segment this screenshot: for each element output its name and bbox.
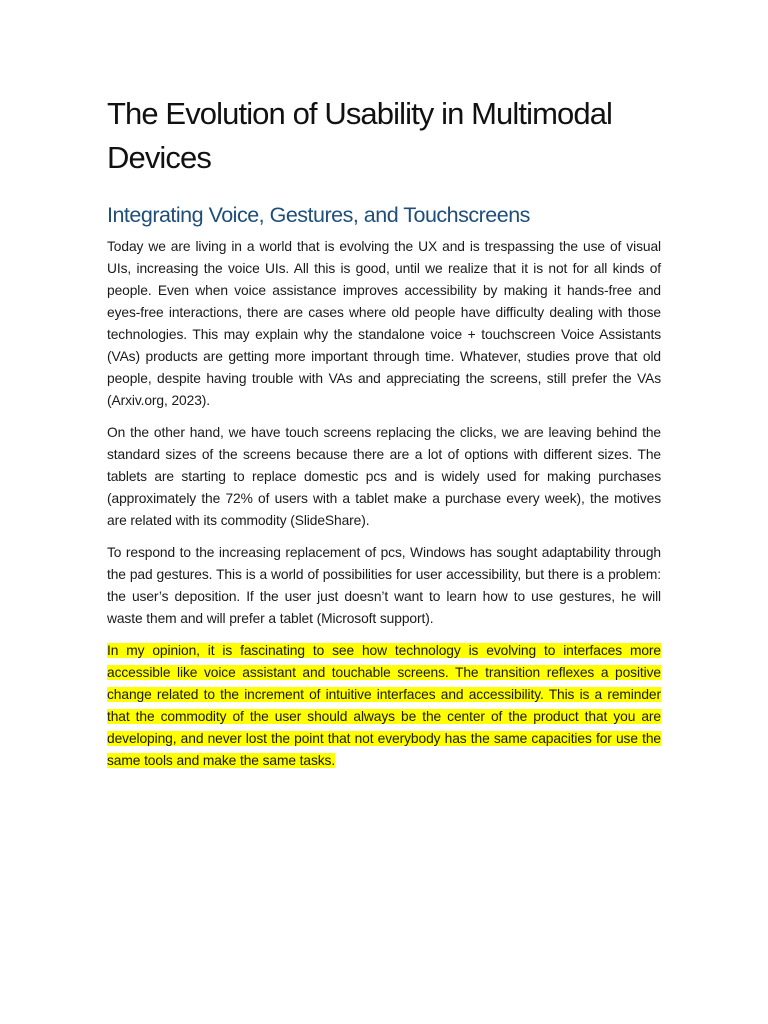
paragraph-pad-gestures: To respond to the increasing replacement of pcs, Windows has sought adaptability through the pad gestures. This is a world of possibilities for user accessibility, but there is a problem: the user’s deposition. If the user just doesn’t want to learn how to use gestures, he will waste them and will prefer a tablet (Microsoft support). — [107, 545, 661, 626]
section-heading: Integrating Voice, Gestures, and Touchscreens — [107, 203, 530, 227]
document-body — [107, 92, 661, 782]
highlighted-opinion-paragraph — [107, 640, 661, 772]
document-title: The Evolution of Usability in Multimodal Devices — [107, 96, 613, 175]
paragraph-voice-uis: Today we are living in a world that is evolving the UX and is trespassing the use of visual UIs, increasing the voice UIs. All this is good, until we realize that it is not for all kinds of people. Even when voice assistance improves accessibility by making it hands-free and eyes-free interactions, there are cases where old people have difficulty dealing with those technologies. This may explain why the standalone voice + touchscreen Voice Assistants (VAs) products are getting more important through time. Whatever, studies prove that old people, despite having trouble with VAs and appreciating the screens, still prefer the VAs (Arxiv.org, 2023). — [107, 239, 661, 408]
paragraph-touch-screens: On the other hand, we have touch screens replacing the clicks, we are leaving behind the standard sizes of the screens because there are a lot of options with different sizes. The tablets are starting to replace domestic pcs and is widely used for making purchases (approximately the 72% of users with a tablet make a purchase every week), the motives are related with its commodity (SlideShare). — [107, 425, 661, 528]
highlighted-text: In my opinion, it is fascinating to see how technology is evolving to interfaces more accessible like voice assistant and touchable screens. The transition reflexes a positive change related to the increment of intuitive interfaces and accessibility. This is a reminder that the commodity of the user should always be the center of the product that you are developing, and never lost the point that not everybody has the same capacities for use the same tools and make the same tasks. — [107, 643, 661, 768]
